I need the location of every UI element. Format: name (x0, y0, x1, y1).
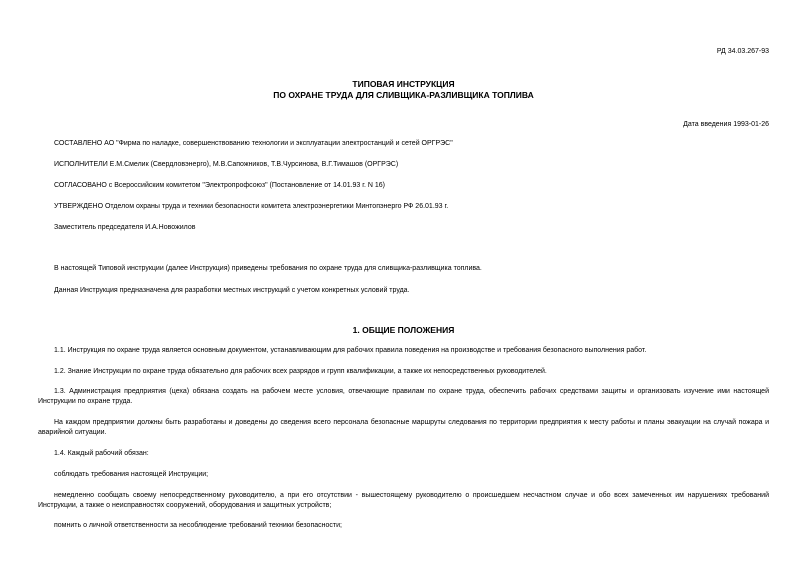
list-item: соблюдать требования настоящей Инструкции; (54, 471, 209, 478)
paragraph-evacuation: На каждом предприятии должны быть разработаны и доведены до сведения всего персонала безопасные маршруты следования по территории предприятия к месту работы и планы эвакуации на случай пожара и аварийной ситуации. (38, 419, 769, 436)
introduction-date: Дата введения 1993-01-26 (683, 121, 769, 128)
approved-by: УТВЕРЖДЕНО Отделом охраны труда и техники безопасности комитета электроэнергетики Минтопэнерго РФ 26.01.93 г. (54, 203, 449, 210)
compiled-by: СОСТАВЛЕНО АО "Фирма по наладке, совершенствованию технологии и эксплуатации электростанций и сетей ОРГРЭС" (54, 140, 453, 147)
section-heading: 1. ОБЩИЕ ПОЛОЖЕНИЯ (352, 325, 455, 335)
executors: ИСПОЛНИТЕЛИ Е.М.Смелик (Свердловэнерго), М.В.Сапожников, Т.В.Чурсинова, В.Г.Тимашов (ОРГРЭС) (54, 161, 399, 168)
intro-paragraph: Данная Инструкция предназначена для разработки местных инструкций с учетом конкретных условий труда. (54, 287, 410, 294)
intro-paragraph: В настоящей Типовой инструкции (далее Инструкция) приведены требования по охране труда для сливщика-разливщика топлива. (54, 265, 482, 272)
document-code: РД 34.03.267-93 (716, 48, 769, 55)
document-title-line1: ТИПОВАЯ ИНСТРУКЦИЯ (352, 79, 455, 89)
paragraph-1-4: 1.4. Каждый рабочий обязан: (54, 450, 149, 457)
paragraph-1-3: 1.3. Администрация предприятия (цеха) обязана создать на рабочем месте условия, отвечающие правилам по охране труда, обеспечить рабочих средствами защиты и организовать изучение ими настоящей Инструкции по охране труда. (38, 388, 769, 405)
deputy-chairman: Заместитель председателя И.А.Новожилов (54, 224, 196, 231)
list-item: немедленно сообщать своему непосредственному руководителю, а при его отсутствии - вышестоящему руководителю о происшедшем несчастном случае и обо всех замеченных им нарушениях требований Инструкции, а также о неисправностях сооружений, оборудования и защитных устройств; (38, 492, 769, 509)
paragraph-1-1: 1.1. Инструкция по охране труда является основным документом, устанавливающим для рабочих правила поведения на производстве и требования безопасного выполнения работ. (54, 347, 647, 354)
agreed-with: СОГЛАСОВАНО с Всероссийским комитетом "Электропрофсоюз" (Постановление от 14.01.93 г. N 16) (54, 182, 385, 189)
list-item: помнить о личной ответственности за несоблюдение требований техники безопасности; (54, 522, 342, 529)
document-title-line2: ПО ОХРАНЕ ТРУДА ДЛЯ СЛИВЩИКА-РАЗЛИВЩИКА ТОПЛИВА (273, 90, 534, 100)
paragraph-1-2: 1.2. Знание Инструкции по охране труда обязательно для рабочих всех разрядов и групп квалификации, а также их непосредственных руководителей. (54, 368, 547, 375)
